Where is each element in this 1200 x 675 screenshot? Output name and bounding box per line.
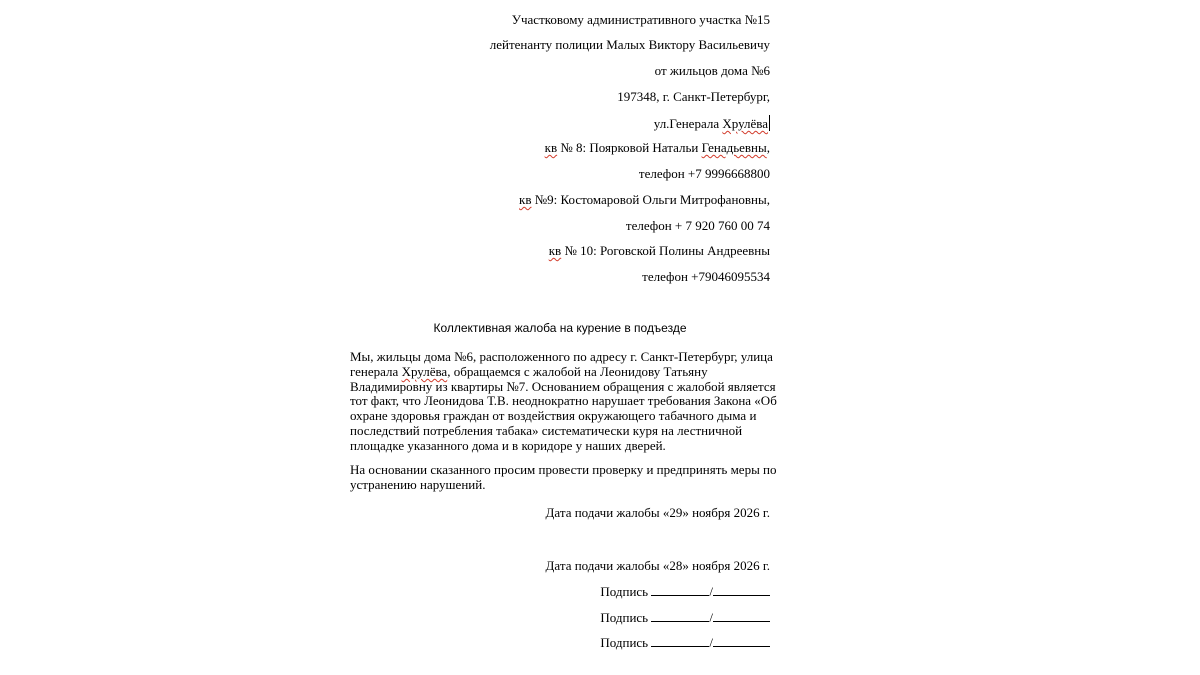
paragraph-line — [350, 365, 777, 380]
signature-line-3 — [600, 634, 770, 651]
signature-slash: / — [709, 610, 713, 625]
recipient-name-line: лейтенанту полиции Малых Виктору Васильевичу — [489, 37, 770, 52]
paragraph-line: Владимировну из квартиры №7. Основанием обращения с жалобой является — [350, 378, 776, 394]
signature-line-2 — [600, 609, 770, 626]
submission-date-1: Дата подачи жалобы «29» ноября 2026 г. — [545, 505, 770, 520]
apartment-8-prefix: кв — [544, 140, 558, 155]
apartment-10-prefix: кв — [548, 243, 562, 258]
signature-slash: / — [709, 635, 713, 650]
paragraph-line: площадке указанного дома и в коридоре у наших дверей. — [350, 437, 666, 453]
submission-date-2: Дата подачи жалобы «28» ноября 2026 г. — [545, 558, 770, 573]
apartment-10-text: № 10: Роговской Полины Андреевны — [561, 243, 770, 258]
signature-line-1 — [600, 583, 770, 600]
apartment-10-line — [549, 243, 770, 259]
address-city-line: 197348, г. Санкт-Петербург, — [617, 89, 770, 104]
apartment-9-prefix: кв — [519, 192, 532, 207]
apartment-9-line — [519, 192, 770, 208]
signature-blank — [651, 583, 709, 596]
signature-name-blank — [713, 583, 770, 596]
street-name-inline: Хрулёва — [401, 363, 448, 379]
signature-label: Подпись — [600, 635, 649, 650]
signature-blank — [651, 609, 709, 622]
paragraph-line: Мы, жильцы дома №6, расположенного по адресу г. Санкт-Петербург, улица — [350, 349, 773, 364]
recipient-line: Участковому административного участка №15 — [511, 12, 770, 27]
document-title: Коллективная жалоба на курение в подъезде — [433, 321, 687, 335]
street-name: Хрулёва — [722, 116, 768, 131]
paragraph-line: последствий потребления табака» систематически куря на лестничной — [350, 422, 743, 438]
apartment-8-text: № 8: Поярковой Натальи — [557, 140, 702, 155]
sender-line: от жильцов дома №6 — [654, 63, 770, 78]
apartment-9-text: №9: Костомаровой Ольги Митрофановны, — [531, 192, 770, 207]
signature-blank — [651, 634, 709, 647]
paragraph-line: устранению нарушений. — [350, 476, 486, 492]
address-street-line — [654, 115, 770, 132]
street-prefix: ул.Генерала — [653, 116, 723, 131]
request-paragraph — [350, 463, 777, 493]
signature-label: Подпись — [600, 584, 649, 599]
text-cursor — [769, 115, 770, 131]
apartment-8-line — [545, 140, 770, 156]
phone-10-line: телефон +79046095534 — [642, 269, 770, 284]
apartment-8-suffix: , — [766, 140, 770, 155]
apartment-8-patronymic: Генадьевны — [701, 140, 767, 155]
signature-slash: / — [709, 584, 713, 599]
paragraph-text: , обращаемся с жалобой на Леонидову Татьяну — [447, 363, 708, 379]
phone-9-line: телефон + 7 920 760 00 74 — [625, 218, 770, 233]
signature-name-blank — [713, 609, 770, 622]
complaint-paragraph — [350, 350, 777, 454]
paragraph-line: тот факт, что Леонидова Т.В. неоднократно нарушает требования Закона «Об — [350, 393, 777, 409]
paragraph-line: На основании сказанного просим провести проверку и предпринять меры по — [350, 462, 777, 477]
signature-name-blank — [713, 634, 770, 647]
paragraph-text: генерала — [350, 363, 402, 379]
paragraph-line: охране здоровья граждан от воздействия окружающего табачного дыма и — [350, 408, 757, 424]
phone-8-line: телефон +7 9996668800 — [638, 166, 770, 181]
signature-label: Подпись — [600, 610, 649, 625]
